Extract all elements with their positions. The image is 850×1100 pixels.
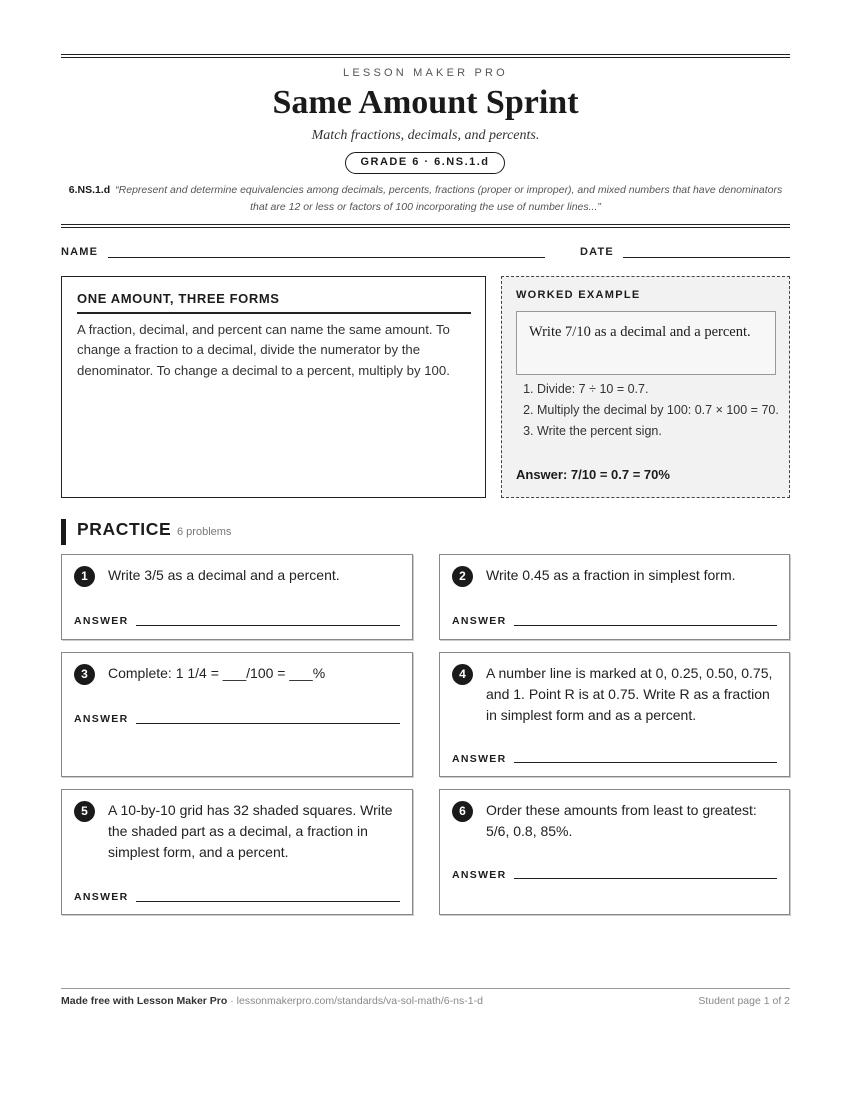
worked-example-box <box>501 276 790 498</box>
answer-label: ANSWER <box>452 869 507 881</box>
problem-text: Write 3/5 as a decimal and a percent. <box>108 567 340 583</box>
answer-line[interactable] <box>136 625 400 626</box>
header-bottom-double-rule <box>61 224 790 225</box>
problem-number: 5 <box>74 801 95 822</box>
answer-line[interactable] <box>514 625 777 626</box>
answer-line[interactable] <box>136 901 400 902</box>
problem-text: A number line is marked at 0, 0.25, 0.50, 0.75, and 1. Point R is at 0.75. Write R as a fraction in simplest form and as a percent. <box>486 665 773 723</box>
problem-card <box>439 789 790 915</box>
concept-heading: ONE AMOUNT, THREE FORMS <box>77 291 471 314</box>
page-title: Same Amount Sprint <box>272 84 579 121</box>
answer-label: ANSWER <box>74 891 129 903</box>
answer-label: ANSWER <box>452 753 507 765</box>
problem-card <box>61 554 413 640</box>
problem-number: 1 <box>74 566 95 587</box>
problem-number: 3 <box>74 664 95 685</box>
footer-credit <box>61 995 483 1007</box>
footer-page-number: Student page 1 of 2 <box>698 995 790 1007</box>
problem-number: 6 <box>452 801 473 822</box>
worked-example-label: WORKED EXAMPLE <box>516 289 641 301</box>
standard-code: 6.NS.1.d <box>68 184 111 196</box>
problem-card <box>439 554 790 640</box>
answer-line[interactable] <box>136 723 400 724</box>
name-field[interactable] <box>108 257 545 258</box>
answer-line[interactable] <box>514 762 777 763</box>
problem-text: Complete: 1 1/4 = ___/100 = ___% <box>108 665 326 681</box>
problem-card <box>61 652 413 777</box>
concept-box <box>61 276 486 498</box>
problem-text: A 10-by-10 grid has 32 shaded squares. Write the shaded part as a decimal, a fraction in simplest form, and a percent. <box>108 802 393 860</box>
concept-body: A fraction, decimal, and percent can name the same amount. To change a fraction to a decimal, divide the numerator by the denominator. To change a decimal to a percent, multiply by 100. <box>77 322 450 378</box>
worked-example-answer: Answer: 7/10 = 0.7 = 70% <box>516 467 670 482</box>
problem-card <box>61 789 413 915</box>
problem-number: 2 <box>452 566 473 587</box>
footer-url[interactable]: · lessonmakerpro.com/standards/va-sol-math/6-ns-1-d <box>227 995 483 1007</box>
practice-title: PRACTICE <box>77 519 172 539</box>
worked-example-step: 2. Multiply the decimal by 100: 0.7 × 100 = 70. <box>537 400 799 421</box>
page-subtitle: Match fractions, decimals, and percents. <box>311 128 540 143</box>
practice-accent-bar <box>61 519 66 545</box>
top-double-rule <box>61 54 790 55</box>
name-label: NAME <box>61 246 99 258</box>
brand-label: LESSON MAKER PRO <box>343 67 508 79</box>
footer-brand: Made free with Lesson Maker Pro <box>61 995 228 1007</box>
grade-badge: GRADE 6 · 6.NS.1.d <box>345 152 505 174</box>
answer-line[interactable] <box>514 878 777 879</box>
practice-count: 6 problems <box>177 526 232 538</box>
problem-number: 4 <box>452 664 473 685</box>
problem-text: Write 0.45 as a fraction in simplest form. <box>486 567 736 583</box>
worked-example-step: 1. Divide: 7 ÷ 10 = 0.7. <box>537 379 799 400</box>
worked-example-question: Write 7/10 as a decimal and a percent. <box>516 311 776 375</box>
problem-text: Order these amounts from least to greatest: 5/6, 0.8, 85%. <box>486 802 757 839</box>
problem-card <box>439 652 790 777</box>
answer-label: ANSWER <box>74 615 129 627</box>
date-field[interactable] <box>623 257 790 258</box>
worked-example-steps <box>516 379 799 442</box>
answer-label: ANSWER <box>74 713 129 725</box>
footer-rule <box>61 988 790 989</box>
date-label: DATE <box>580 246 614 258</box>
answer-label: ANSWER <box>452 615 507 627</box>
standard-quote: “Represent and determine equivalencies among decimals, percents, fractions (proper or improper), and mixed numbers that have denominators that are 12 or less or factors of 100 incorporating the use of number lines...” <box>115 184 783 213</box>
standard-description <box>61 182 790 216</box>
worked-example-step: 3. Write the percent sign. <box>537 421 799 442</box>
